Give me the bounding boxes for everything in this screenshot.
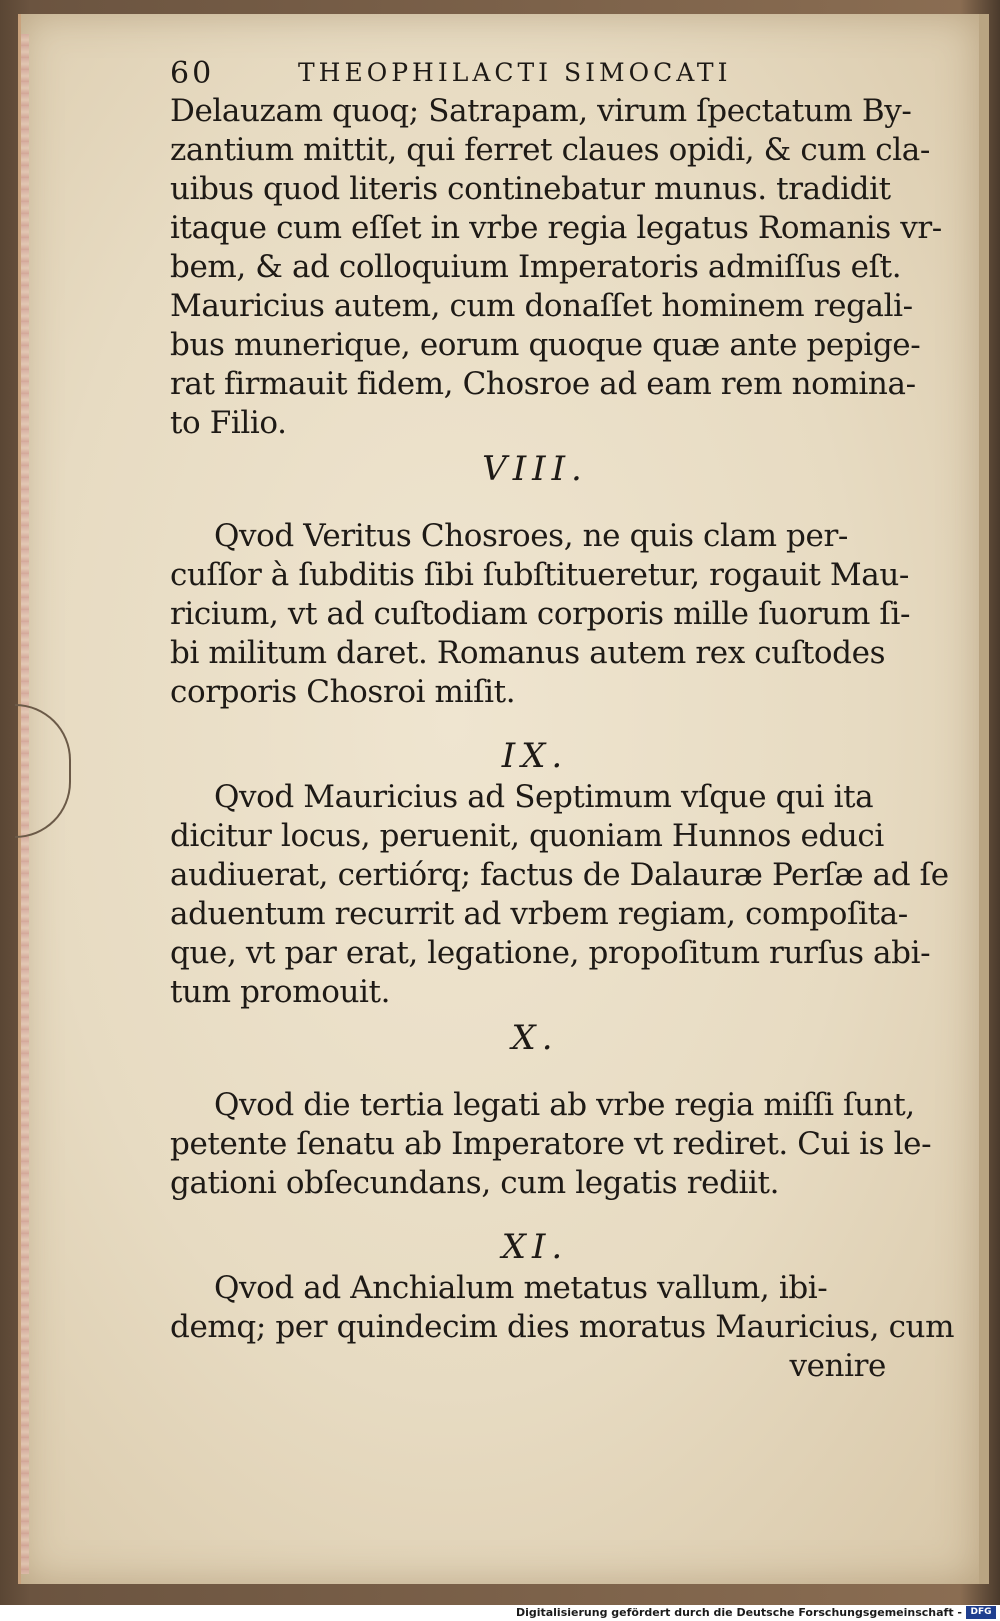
text-line: uibus quod literis continebatur munus. tradidit: [170, 171, 891, 207]
book-clasp: [15, 704, 71, 838]
text-line: Qvod Veritus Chosroes, ne quis clam per-: [214, 518, 848, 554]
catchword: venire: [789, 1348, 886, 1384]
text-line: gationi obſecundans, cum legatis rediit.: [170, 1165, 780, 1201]
text-line: Qvod die tertia legati ab vrbe regia miſſi ſunt,: [214, 1087, 915, 1123]
section-heading-ix: IX.: [501, 736, 569, 776]
funding-credit: Digitalisierung gefördert durch die Deutsche Forschungsgemeinschaft -: [515, 1606, 962, 1619]
section-viii: [170, 517, 911, 712]
text-line: audiuerat, certiórq; factus de Dalauræ Perſæ ad ſe: [170, 857, 949, 893]
section-xi: [170, 1269, 955, 1347]
text-line: Qvod Mauricius ad Septimum vſque qui ita: [214, 779, 874, 815]
text-line: ricium, vt ad cuſtodiam corporis mille ſuorum ſi-: [170, 596, 911, 632]
section-ix: [170, 778, 949, 1012]
section-heading-x: X.: [511, 1018, 559, 1058]
section-x: [170, 1086, 932, 1203]
page-header: [170, 48, 900, 92]
text-line: demq; per quindecim dies moratus Mauricius, cum: [170, 1309, 955, 1345]
text-line: rat firmauit fidem, Chosroe ad eam rem nomina-: [170, 366, 916, 402]
text-line: Mauricius autem, cum donaſſet hominem regali-: [170, 288, 913, 324]
text-line: Delauzam quoq; Satrapam, virum ſpectatum By-: [170, 93, 912, 129]
section-continuation: [170, 92, 942, 443]
text-line: zantium mittit, qui ferret claues opidi, & cum cla-: [170, 132, 930, 168]
text-line: to Filio.: [170, 405, 287, 441]
text-line: bem, & ad colloquium Imperatoris admiſſus eſt.: [170, 249, 902, 285]
section-heading-viii: VIII.: [482, 449, 588, 489]
page-number: 60: [170, 56, 215, 91]
text-line: itaque cum eſſet in vrbe regia legatus Romanis vr-: [170, 210, 942, 246]
text-line: bus munerique, eorum quoque quæ ante pepige-: [170, 327, 921, 363]
text-line: Qvod ad Anchialum metatus vallum, ibi-: [214, 1270, 828, 1306]
page-text: [170, 48, 955, 1386]
text-line: que, vt par erat, legatione, propoſitum rurſus abi-: [170, 935, 931, 971]
text-line: aduentum recurrit ad vrbem regiam, compoſita-: [170, 896, 908, 932]
section-heading-xi: XI.: [501, 1227, 569, 1267]
text-line: cuſſor à ſubditis ſibi ſubſtitueretur, rogauit Mau-: [170, 557, 909, 593]
text-line: dicitur locus, peruenit, quoniam Hunnos educi: [170, 818, 884, 854]
text-line: petente ſenatu ab Imperatore vt rediret. Cui is le-: [170, 1126, 932, 1162]
text-line: tum promouit.: [170, 974, 391, 1010]
text-line: bi militum daret. Romanus autem rex cuſtodes: [170, 635, 886, 671]
running-title: THEOPHILACTI SIMOCATI: [298, 58, 732, 87]
text-line: corporis Chosroi miſit.: [170, 674, 516, 710]
dfg-logo-icon: DFG: [966, 1606, 996, 1619]
